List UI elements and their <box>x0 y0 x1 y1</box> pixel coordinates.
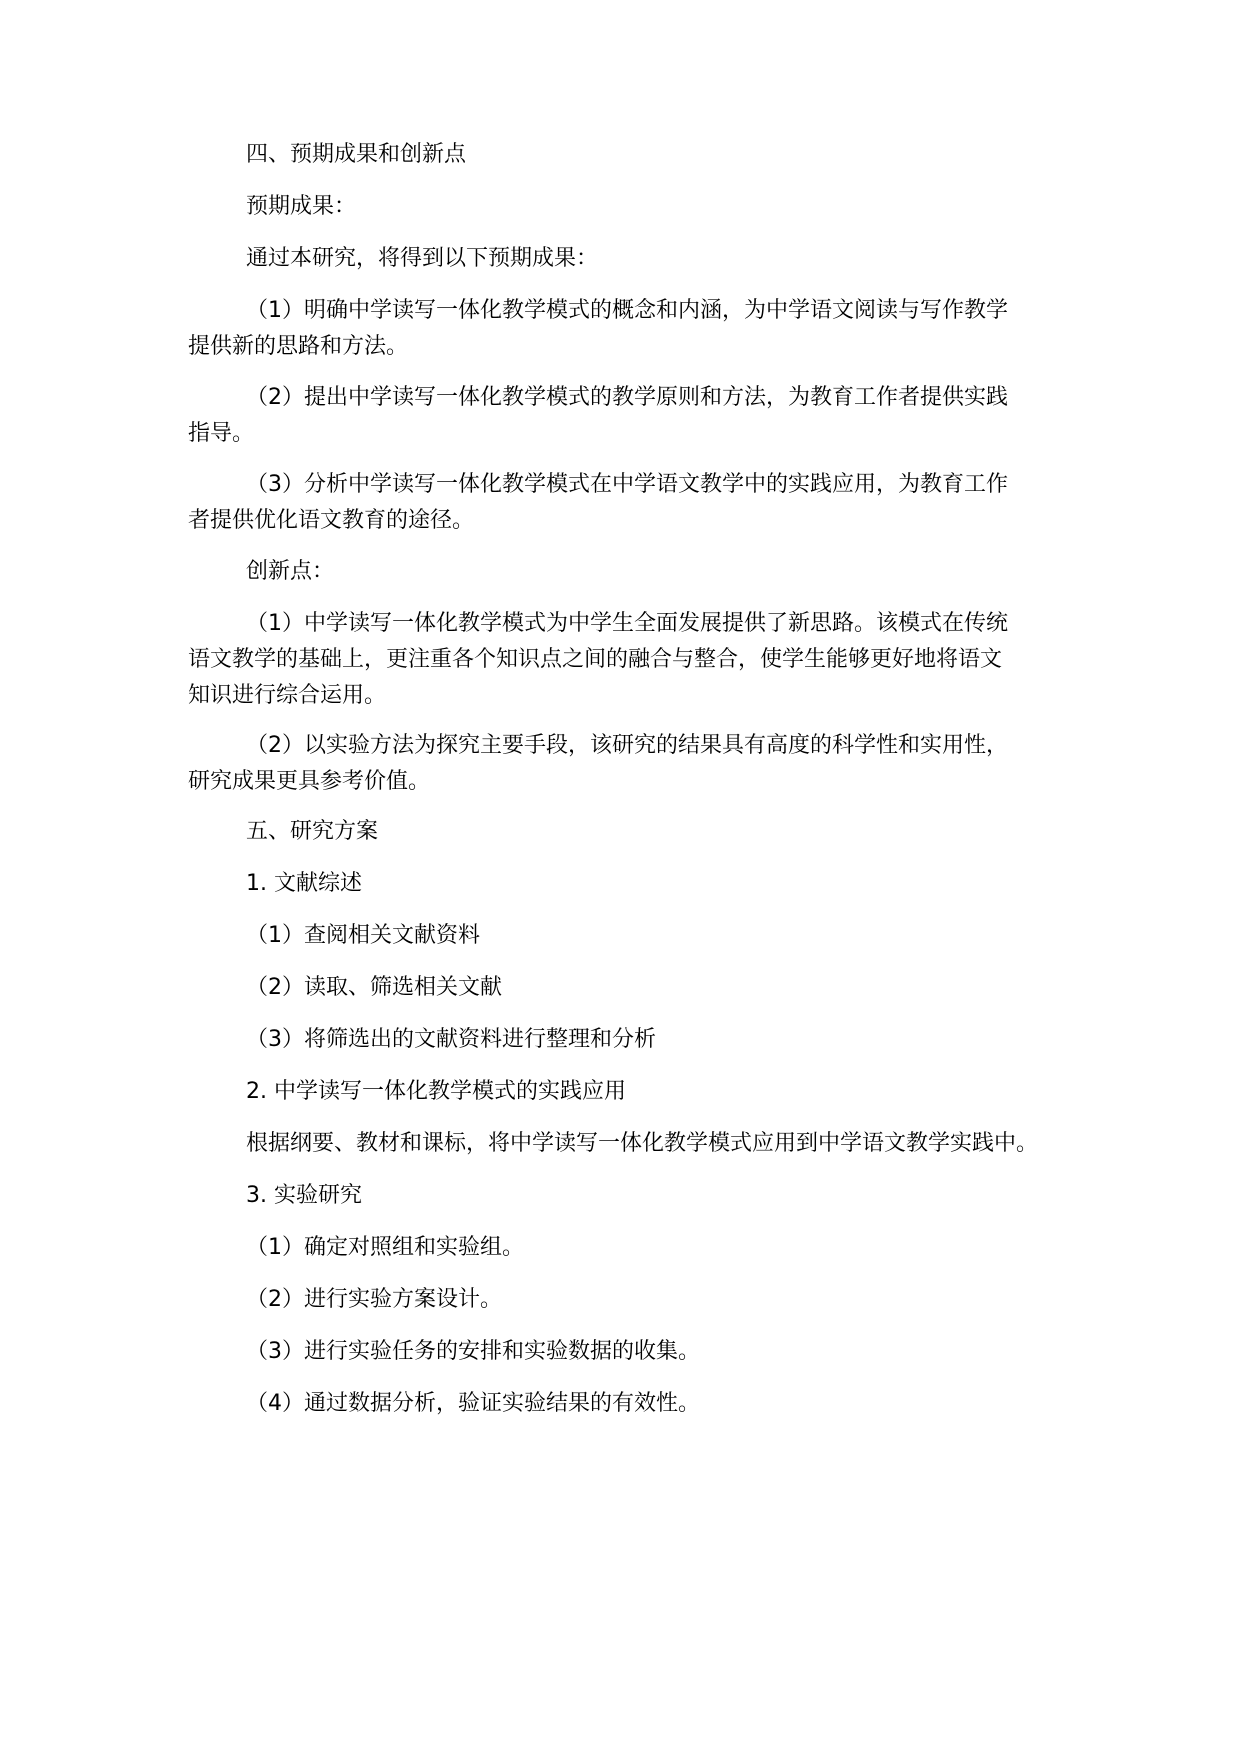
expected-item-1: （1）明确中学读写一体化教学模式的概念和内涵，为中学语文阅读与写作教学 提供新的思路和方法。 <box>188 298 1008 359</box>
expected-results-intro: 通过本研究，将得到以下预期成果： <box>246 246 599 271</box>
body-paragraph: 根据纲要、教材和课标，将中学读写一体化教学模式应用到中学语文教学实践中。 <box>246 1131 1039 1156</box>
list-item: （3）进行实验任务的安排和实验数据的收集。 <box>246 1339 700 1364</box>
list-item: （4）通过数据分析，验证实验结果的有效性。 <box>246 1391 700 1416</box>
expected-results-label: 预期成果： <box>246 194 357 219</box>
expected-item-3: （3）分析中学读写一体化教学模式在中学语文教学中的实践应用，为教育工作 者提供优化语文教育的途径。 <box>188 472 1008 533</box>
innovation-item-2: （2）以实验方法为探究主要手段，该研究的结果具有高度的科学性和实用性， 研究成果更具参考价值。 <box>188 733 1008 794</box>
subsection-title: 2. 中学读写一体化教学模式的实践应用 <box>246 1079 626 1104</box>
list-item: （2）进行实验方案设计。 <box>246 1287 502 1312</box>
subsection-title: 3. 实验研究 <box>246 1183 362 1208</box>
list-item: （2）读取、筛选相关文献 <box>246 975 502 1000</box>
subsection-title: 1. 文献综述 <box>246 871 362 896</box>
innovation-label: 创新点： <box>246 559 335 584</box>
innovation-item-1: （1）中学读写一体化教学模式为中学生全面发展提供了新思路。该模式在传统 语文教学的基础上，更注重各个知识点之间的融合与整合，使学生能够更好地将语文 知识进行综合运用。 <box>188 611 1008 708</box>
list-item: （1）确定对照组和实验组。 <box>246 1235 524 1260</box>
expected-item-2: （2）提出中学读写一体化教学模式的教学原则和方法，为教育工作者提供实践 指导。 <box>188 385 1008 446</box>
list-item: （1）查阅相关文献资料 <box>246 923 480 948</box>
list-item: （3）将筛选出的文献资料进行整理和分析 <box>246 1027 656 1052</box>
section-heading: 四、预期成果和创新点 <box>246 142 467 167</box>
section-heading: 五、研究方案 <box>246 819 379 844</box>
